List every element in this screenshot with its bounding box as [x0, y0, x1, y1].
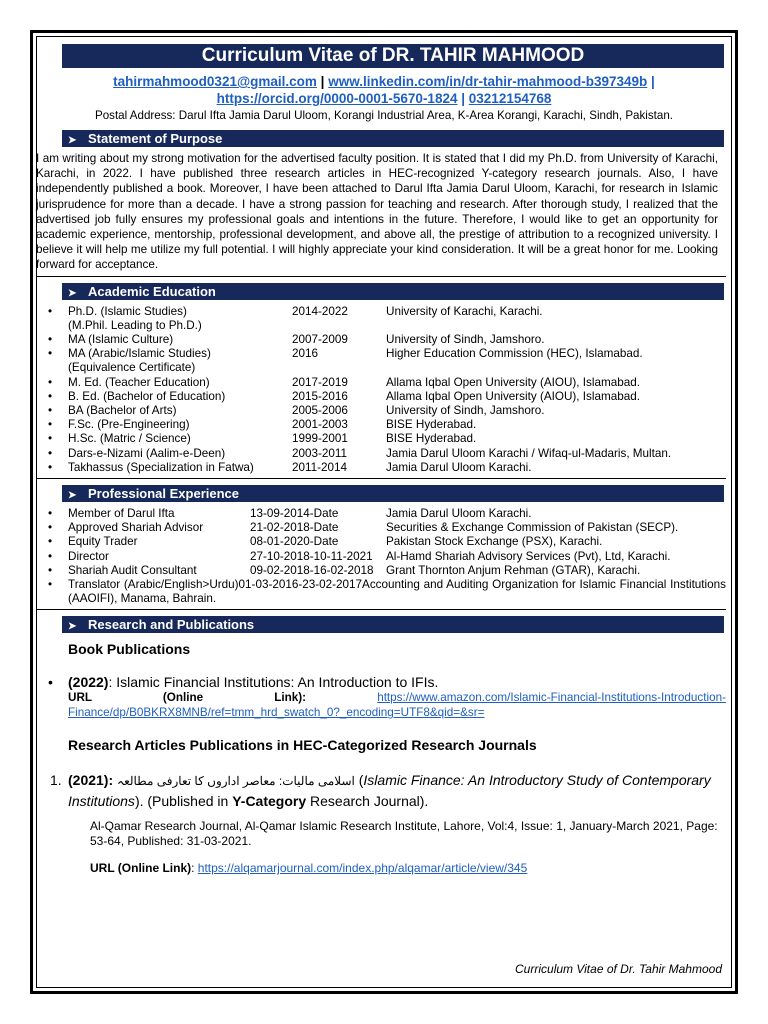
- divider: [36, 276, 726, 277]
- experience-list: [42, 507, 726, 606]
- cv-content: [36, 44, 726, 876]
- cv-title: Curriculum Vitae of DR. TAHIR MAHMOOD: [62, 44, 724, 68]
- bullet-icon: •: [48, 389, 53, 403]
- arrow-bullet-icon: ➤: [68, 287, 77, 299]
- separator: |: [651, 74, 655, 89]
- bullet-icon: •: [48, 432, 53, 446]
- list-item: • Takhassus (Specialization in Fatwa) 2011-2014 Jamia Darul Uloom Karachi.: [42, 461, 726, 475]
- urdu-title: اسلامی مالیات: معاصر اداروں کا تعارفی مطالعہ: [117, 774, 355, 789]
- arrow-bullet-icon: ➤: [68, 490, 77, 502]
- book-url-link[interactable]: https://www.amazon.com/Islamic-Financial-Institutions-Introduction-Finance/dp/B0BKRX8MNB/ref=tmm_hrd_swatch_0?_encoding=UTF8&qid=&sr=: [68, 691, 726, 720]
- divider: [36, 609, 726, 610]
- article-number: 1.: [50, 772, 62, 789]
- list-item: • Shariah Audit Consultant 09-02-2018-16-02-2018 Grant Thornton Anjum Rehman (GTAR), Karachi.: [42, 564, 726, 578]
- book-url-line: URL (Online Link): https://www.amazon.com/Islamic-Financial-Institutions-Introduction-Finance/dp/B0BKRX8MNB/ref=tmm_hrd_swatch_0?_encoding=UTF8&qid=&sr=: [68, 691, 726, 720]
- book-publications-heading: Book Publications: [68, 641, 191, 658]
- bullet-icon: •: [48, 446, 53, 460]
- articles-heading: Research Articles Publications in HEC-Categorized Research Journals: [68, 737, 537, 754]
- postal-address: Postal Address: Darul Ifta Jamia Darul Uloom, Korangi Industrial Area, K-Area Korangi, Karachi, Sindh, Pakistan.: [94, 109, 674, 122]
- purpose-text: I am writing about my strong motivation for the advertised faculty position. It is stated that I did my Ph.D. from University of Karachi, Karachi, in 2022. I have published three research articles in HEC-recognized Y-category research journals. Also, I have independently published a book. Moreover, I have been attached to Darul Ifta Jamia Darul Uloom, Karachi, for research in Islamic jurisprudence for more than a decade. I have a strong passion for teaching and research. After thorough study, I realized that the advertised job fully ensures my professional goals and intentions in the future. Therefore, I would like to get an opportunity for academic experience, mentorship, professional development, and above all, the prestige of attribution to a recognized university. I believe it will help me utilize my full potential. I will highly appreciate your kind consideration. It will be a great honor for me. Looking forward for acceptance.: [36, 152, 718, 272]
- separator: |: [320, 74, 325, 89]
- bullet-icon: •: [48, 347, 53, 361]
- page-footer: Curriculum Vitae of Dr. Tahir Mahmood: [515, 962, 722, 976]
- article-url-line: URL (Online Link): https://alqamarjournal.com/index.php/alqamar/article/view/345: [90, 861, 528, 876]
- list-item: • Ph.D. (Islamic Studies) (M.Phil. Leading to Ph.D.) 2014-2022 University of Karachi, Karachi.: [42, 305, 726, 333]
- section-experience-heading: ➤ Professional Experience: [62, 485, 724, 502]
- section-education-heading: ➤ Academic Education: [62, 283, 724, 300]
- list-item: • Dars-e-Nizami (Aalim-e-Deen) 2003-2011 Jamia Darul Uloom Karachi / Wifaq-ul-Madaris, Multan.: [42, 447, 726, 461]
- linkedin-link[interactable]: www.linkedin.com/in/dr-tahir-mahmood-b397349b: [328, 74, 648, 89]
- section-research-heading: ➤ Research and Publications: [62, 616, 724, 633]
- list-item: • Director 27-10-2018-10-11-2021 Al-Hamd Shariah Advisory Services (Pvt), Ltd, Karachi.: [42, 550, 726, 564]
- bullet-icon: •: [48, 578, 53, 592]
- bullet-icon: •: [48, 333, 53, 347]
- list-item: • MA (Arabic/Islamic Studies) (Equivalence Certificate) 2016 Higher Education Commission (HEC), Islamabad.: [42, 347, 726, 375]
- bullet-icon: •: [48, 304, 53, 318]
- orcid-link[interactable]: https://orcid.org/0000-0001-5670-1824: [216, 91, 458, 106]
- bullet-icon: •: [48, 460, 53, 474]
- list-item: • Equity Trader 08-01-2020-Date Pakistan Stock Exchange (PSX), Karachi.: [42, 535, 726, 549]
- divider: [36, 478, 726, 479]
- education-list: [42, 305, 726, 475]
- list-item: • Member of Darul Ifta 13-09-2014-Date Jamia Darul Uloom Karachi.: [42, 507, 726, 521]
- email-link[interactable]: tahirmahmood0321@gmail.com: [113, 74, 317, 89]
- bullet-icon: •: [48, 404, 53, 418]
- bullet-icon: •: [48, 507, 53, 521]
- list-item: • H.Sc. (Matric / Science) 1999-2001 BISE Hyderabad.: [42, 432, 726, 446]
- book-entry: • (2022): Islamic Financial Institutions: An Introduction to IFIs.: [42, 674, 726, 690]
- bullet-icon: •: [48, 549, 53, 563]
- bullet-icon: •: [48, 674, 53, 691]
- phone-link[interactable]: 03212154768: [468, 91, 552, 106]
- list-item: • BA (Bachelor of Arts) 2005-2006 University of Sindh, Jamshoro.: [42, 404, 726, 418]
- bullet-icon: •: [48, 375, 53, 389]
- list-item: • B. Ed. (Bachelor of Education) 2015-2016 Allama Iqbal Open University (AIOU), Islamabad.: [42, 390, 726, 404]
- list-item: • F.Sc. (Pre-Engineering) 2001-2003 BISE Hyderabad.: [42, 418, 726, 432]
- list-item: • Approved Shariah Advisor 21-02-2018-Date Securities & Exchange Commission of Pakistan (SECP).: [42, 521, 726, 535]
- article-details: Al-Qamar Research Journal, Al-Qamar Islamic Research Institute, Lahore, Vol:4, Issue: 1, January-March 2021, Page: 53-64, Published: 31-03-2021.: [90, 819, 718, 849]
- contact-block: [42, 73, 726, 107]
- arrow-bullet-icon: ➤: [68, 135, 77, 146]
- bullet-icon: •: [48, 535, 53, 549]
- bullet-icon: •: [48, 418, 53, 432]
- bullet-icon: •: [48, 563, 53, 577]
- list-item: • MA (Islamic Culture) 2007-2009 University of Sindh, Jamshoro.: [42, 333, 726, 347]
- separator: |: [461, 91, 466, 106]
- arrow-bullet-icon: ➤: [68, 621, 77, 633]
- article-url-link[interactable]: https://alqamarjournal.com/index.php/alqamar/article/view/345: [197, 861, 528, 876]
- list-item: • Translator (Arabic/English>Urdu)01-03-2016-23-02-2017Accounting and Auditing Organization for Islamic Financial Institutions (AAOIFI), Manama, Bahrain.: [42, 578, 726, 606]
- bullet-icon: •: [48, 521, 53, 535]
- list-item: • M. Ed. (Teacher Education) 2017-2019 Allama Iqbal Open University (AIOU), Islamabad.: [42, 376, 726, 390]
- section-purpose-heading: ➤ Statement of Purpose: [62, 130, 724, 147]
- article-entry: 1. (2021): اسلامی مالیات: معاصر اداروں کا تعارفی مطالعہ (Islamic Finance: An Introductory Study of Contemporary Institutions). (Published in Y-Category Research Journal).: [42, 770, 726, 811]
